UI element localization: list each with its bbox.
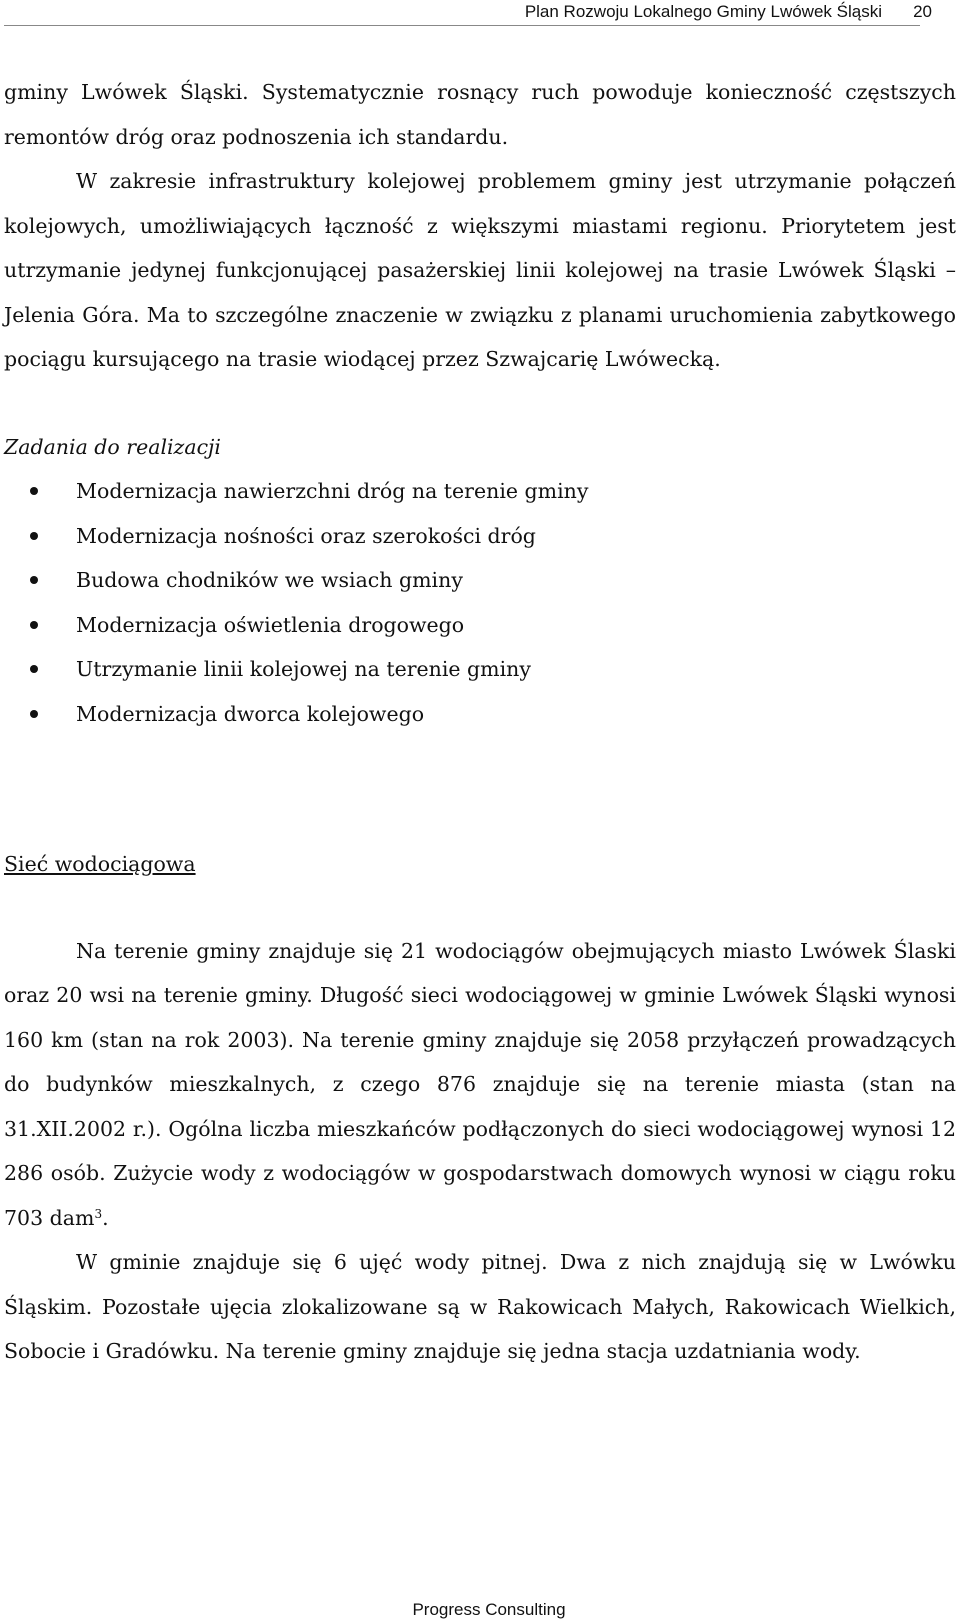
paragraph-water-network — [4, 929, 956, 1241]
paragraph-rail-infrastructure: W zakresie infrastruktury kolejowej problemem gminy jest utrzymanie połączeń kolejowych, umożliwiających łączność z większymi miastami regionu. Priorytetem jest utrzymanie jedynej funkcjonującej pasażerskiej linii kolejowej na trasie Lwówek Śląski – Jelenia Góra. Ma to szczególne znaczenie w związku z planami uruchomienia zabytkowego pociągu kursującego na trasie wiodącej przez Szwajcarię Lwówecką. — [4, 169, 956, 371]
list-item — [4, 514, 956, 559]
list-item-text: Modernizacja nawierzchni dróg na terenie gminy — [76, 479, 589, 503]
bullet-icon — [30, 710, 38, 718]
list-item — [4, 603, 956, 648]
sentence-end: . — [102, 1205, 109, 1230]
bullet-icon — [30, 621, 38, 629]
tasks-list — [4, 469, 956, 736]
list-item-text: Modernizacja nośności oraz szerokości dróg — [76, 523, 536, 548]
page-footer — [0, 1600, 960, 1620]
footer-text: Progress Consulting — [412, 1600, 566, 1619]
section-title-water: Sieć wodociągowa — [4, 852, 196, 876]
page-number: 20 — [913, 2, 932, 21]
list-item — [4, 647, 956, 692]
tasks-heading: Zadania do realizacji — [4, 434, 221, 459]
page-content — [4, 70, 956, 1374]
bullet-icon — [30, 665, 38, 673]
bullet-icon — [30, 487, 38, 495]
water-network-text: Na terenie gminy znajduje się 21 wodociągów obejmujących miasto Lwówek Ślaski oraz 20 wsi na terenie gminy. Długość sieci wodociągowej w gminie Lwówek Śląski wynosi 160 km (stan na rok 2003). Na terenie gminy znajduje się 2058 przyłączeń prowadzących do budynków mieszkalnych, z czego 876 znajduje się na terenie miasta (stan na 31.XII.2002 r.). Ogólna liczba mieszkańców podłączonych do sieci wodociągowej wynosi 12 286 osób. Zużycie wody z wodociągów w gospodarstwach domowych wynosi w ciągu roku 703 dam — [4, 938, 956, 1230]
bullet-icon — [30, 576, 38, 584]
list-item — [4, 469, 956, 514]
header-title: Plan Rozwoju Lokalnego Gminy Lwówek Śląski — [524, 2, 882, 21]
list-item — [4, 558, 956, 603]
list-item-text: Modernizacja dworca kolejowego — [76, 701, 425, 726]
superscript: 3 — [94, 1206, 103, 1221]
list-item — [4, 692, 956, 737]
header-divider — [4, 25, 920, 26]
paragraph-water-intakes: W gminie znajduje się 6 ujęć wody pitnej. Dwa z nich znajdują się w Lwówku Śląskim. Pozostałe ujęcia zlokalizowane są w Rakowicach Małych, Rakowicach Wielkich, Sobocie i Gradówku. Na terenie gminy znajduje się jedna stacja uzdatniania wody. — [4, 1250, 956, 1363]
list-item-text: Modernizacja oświetlenia drogowego — [76, 612, 465, 637]
paragraph-continuation: gminy Lwówek Śląski. Systematycznie rosnący ruch powoduje konieczność częstszych remontów dróg oraz podnoszenia ich standardu. — [4, 80, 956, 149]
list-item-text: Budowa chodników we wsiach gminy — [76, 568, 463, 592]
list-item-text: Utrzymanie linii kolejowej na terenie gminy — [76, 657, 531, 681]
bullet-icon — [30, 532, 38, 540]
page-header — [0, 0, 960, 28]
